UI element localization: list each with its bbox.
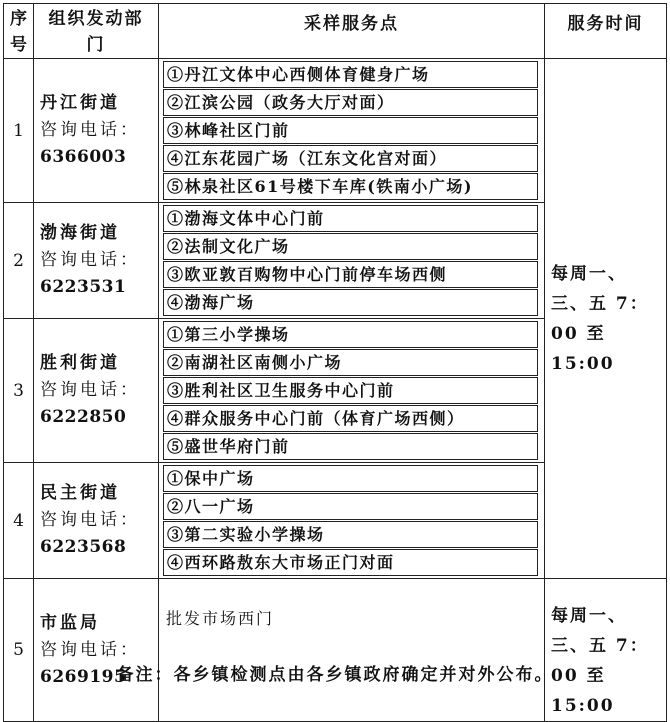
phone-number: 6366003 [40, 147, 127, 167]
site-item: ②南湖社区南侧小广场 [163, 349, 538, 376]
site-list [159, 319, 545, 463]
site-list [159, 59, 545, 203]
header-time: 服务时间 [545, 4, 667, 59]
site-item: ①第三小学操场 [163, 321, 538, 348]
header-seq: 序号 [4, 4, 34, 59]
phone-number: 6222850 [40, 407, 127, 427]
site-list [159, 203, 545, 319]
org-cell [34, 319, 159, 463]
org-cell [34, 463, 159, 579]
phone-label: 咨询电话： [40, 120, 140, 140]
org-cell [34, 579, 159, 722]
org-cell [34, 59, 159, 203]
footnote: 备注：各乡镇检测点由各乡镇政府确定并对外公布。 [116, 665, 554, 685]
site-item: ④渤海广场 [163, 289, 538, 316]
row-seq: 5 [4, 579, 34, 722]
site-item: ②法制文化广场 [163, 233, 538, 260]
org-name: 丹江街道 [40, 93, 120, 113]
row-seq: 1 [4, 59, 34, 203]
table-row [4, 59, 667, 203]
site-list [159, 463, 545, 579]
site-item: ①丹江文体中心西侧体育健身广场 [163, 61, 538, 88]
header-site: 采样服务点 [159, 4, 545, 59]
phone-number: 6269195 [40, 666, 127, 687]
phone-label: 咨询电话： [40, 639, 140, 660]
org-cell [34, 203, 159, 319]
site-list [159, 579, 545, 722]
row-seq: 3 [4, 319, 34, 463]
org-name: 市监局 [40, 612, 100, 633]
phone-number: 6223531 [40, 277, 127, 297]
site-item: ④西环路敖东大市场正门对面 [163, 549, 538, 576]
site-item: ①渤海文体中心门前 [163, 205, 538, 232]
site-item: ②江滨公园（政务大厅对面） [163, 89, 538, 116]
site-item: 批发市场西门 [166, 609, 275, 628]
site-item: ③林峰社区门前 [163, 117, 538, 144]
row-seq: 4 [4, 463, 34, 579]
sampling-schedule-table [3, 3, 667, 722]
site-item: ①保中广场 [163, 465, 538, 492]
site-item: ③第二实验小学操场 [163, 521, 538, 548]
site-item: ④江东花园广场（江东文化宫对面） [163, 145, 538, 172]
phone-label: 咨询电话： [40, 380, 140, 400]
site-item: ③胜利社区卫生服务中心门前 [163, 377, 538, 404]
phone-number: 6223568 [40, 537, 127, 557]
row-seq: 2 [4, 203, 34, 319]
header-org: 组织发动部门 [34, 4, 159, 59]
site-item: ④群众服务中心门前（体育广场西侧） [163, 405, 538, 432]
service-time-2: 每周一、三、五 7：00 至 15:00 [545, 579, 667, 722]
phone-label: 咨询电话： [40, 510, 140, 530]
phone-label: 咨询电话： [40, 250, 140, 270]
table-row [4, 579, 667, 722]
org-name: 渤海街道 [40, 223, 120, 243]
org-name: 胜利街道 [40, 353, 120, 373]
org-name: 民主街道 [40, 483, 120, 503]
table-header-row [4, 4, 667, 59]
site-item: ⑤盛世华府门前 [163, 433, 538, 460]
service-time-1: 每周一、三、五 7：00 至 15:00 [545, 59, 667, 579]
site-item: ③欧亚敦百购物中心门前停车场西侧 [163, 261, 538, 288]
site-item: ⑤林泉社区61号楼下车库(铁南小广场) [163, 173, 538, 200]
site-item: ②八一广场 [163, 493, 538, 520]
